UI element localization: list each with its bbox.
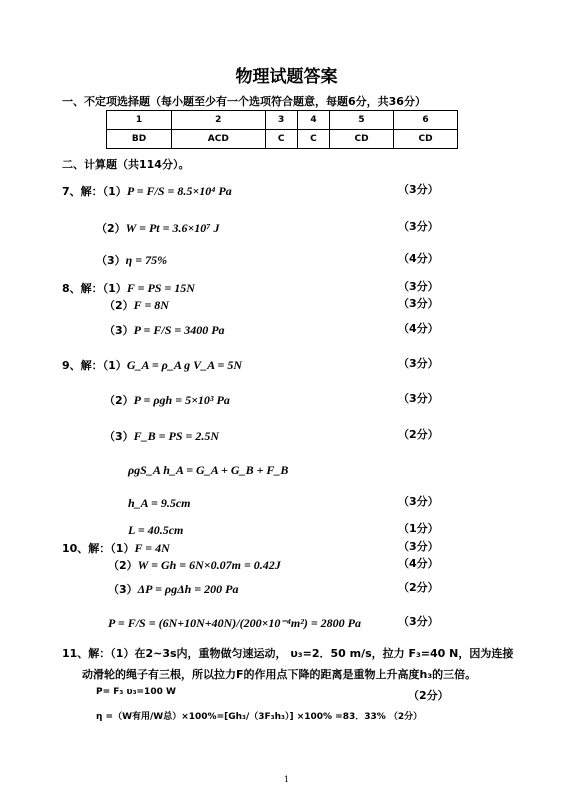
score: （3分）	[398, 280, 439, 293]
table-header-cell: 3	[265, 111, 297, 130]
answer-line	[128, 519, 183, 538]
answer-line	[104, 319, 225, 338]
equation: P = F/S = (6N+10N+40N)/(200×10⁻⁴m²) = 2800 Pa	[108, 616, 362, 630]
equation: h_A = 9.5cm	[128, 496, 191, 510]
equation: L = 40.5cm	[128, 523, 184, 537]
score: （4分）	[398, 557, 439, 570]
table-header-cell: 6	[394, 111, 458, 130]
answer-line	[128, 492, 191, 511]
table-answer-cell: ACD	[172, 130, 265, 149]
q11-line-4: η =（W有用/W总）×100%=[Gh₃/（3F₃h₃）] ×100% =83．33% （2分）	[96, 712, 423, 722]
score: （3分）	[398, 540, 439, 553]
line-label: （3）	[108, 583, 138, 596]
score: （4分）	[398, 252, 439, 265]
score: （3分）	[398, 615, 439, 628]
answer-line	[62, 180, 232, 199]
score: （3分）	[398, 495, 439, 508]
score: （3分）	[398, 357, 439, 370]
answer-table	[106, 110, 458, 149]
page-title: 物理试题答案	[235, 67, 338, 87]
score: （1分）	[398, 522, 439, 535]
q11-line-1: 11、解：（1）在2~3s内，重物做匀速运动， υ₃=2．50 m/s，拉力 F₃=40 N，因为连接	[62, 647, 514, 660]
answer-line	[108, 612, 361, 631]
line-label: （2）	[96, 222, 126, 235]
line-label: （3）	[96, 254, 126, 267]
section-heading-calc: 二、计算题（共114分）。	[62, 158, 190, 171]
answer-line	[62, 354, 242, 373]
equation: F_B = PS = 2.5N	[133, 429, 220, 443]
equation: W = Gh = 6N×0.07m = 0.42J	[137, 558, 281, 572]
line-label: 7、解：（1）	[62, 185, 127, 198]
equation: F = 4N	[134, 541, 170, 555]
equation: G_A = ρ_A g V_A = 5N	[126, 358, 243, 372]
q11-line-3: P= F₃ υ₃=100 W	[96, 687, 176, 697]
table-answer-cell: C	[265, 130, 297, 149]
q11-line-2: 动滑轮的绳子有三根，所以拉力F的作用点下降的距离是重物上升高度h₃的三倍。	[82, 668, 477, 681]
table-answer-cell: BD	[107, 130, 172, 149]
score: （4分）	[398, 322, 439, 335]
equation: F = PS = 15N	[126, 281, 195, 295]
line-label: 10、解：（1）	[62, 542, 135, 555]
score: （2分）	[398, 581, 439, 594]
answer-line	[128, 459, 288, 478]
answer-line	[96, 217, 219, 236]
equation: ρgS_A h_A = G_A + G_B + F_B	[128, 463, 289, 477]
line-label: （2）	[104, 394, 134, 407]
answer-line	[104, 294, 169, 313]
line-label: （3）	[104, 430, 134, 443]
table-header-cell: 1	[107, 111, 172, 130]
line-label: （2）	[104, 299, 134, 312]
table-answer-row	[107, 130, 458, 149]
answer-line	[104, 425, 219, 444]
section-heading-choice: 一、不定项选择题（每小题至少有一个选项符合题意，每题6分，共36分）	[62, 95, 426, 108]
equation: P = F/S = 8.5×10⁴ Pa	[126, 184, 232, 198]
table-header-cell: 5	[330, 111, 394, 130]
table-answer-cell: CD	[330, 130, 394, 149]
line-label: 8、解：（1）	[62, 282, 127, 295]
answer-line	[96, 249, 167, 268]
table-header-cell: 2	[172, 111, 265, 130]
table-header-cell: 4	[297, 111, 329, 130]
equation: P = ρgh = 5×10³ Pa	[133, 393, 230, 407]
line-label: （2）	[108, 559, 138, 572]
equation: ΔP = ρgΔh = 200 Pa	[137, 582, 239, 596]
table-answer-cell: C	[297, 130, 329, 149]
score: （3分）	[398, 183, 439, 196]
equation: F = 8N	[133, 298, 169, 312]
score: （2分）	[398, 428, 439, 441]
table-header-row	[107, 111, 458, 130]
page-number: 1	[283, 775, 290, 784]
equation: P = F/S = 3400 Pa	[133, 323, 225, 337]
answer-line	[108, 578, 238, 597]
score: （3分）	[398, 392, 439, 405]
line-label: （3）	[104, 324, 134, 337]
answer-line	[108, 554, 281, 573]
answer-line	[104, 389, 230, 408]
table-answer-cell: CD	[394, 130, 458, 149]
equation: W = Pt = 3.6×10⁷ J	[125, 221, 220, 235]
score: （3分）	[398, 220, 439, 233]
score: （3分）	[398, 297, 439, 310]
equation: η = 75%	[125, 253, 168, 267]
score: （2分）	[408, 689, 449, 702]
line-label: 9、解：（1）	[62, 359, 127, 372]
